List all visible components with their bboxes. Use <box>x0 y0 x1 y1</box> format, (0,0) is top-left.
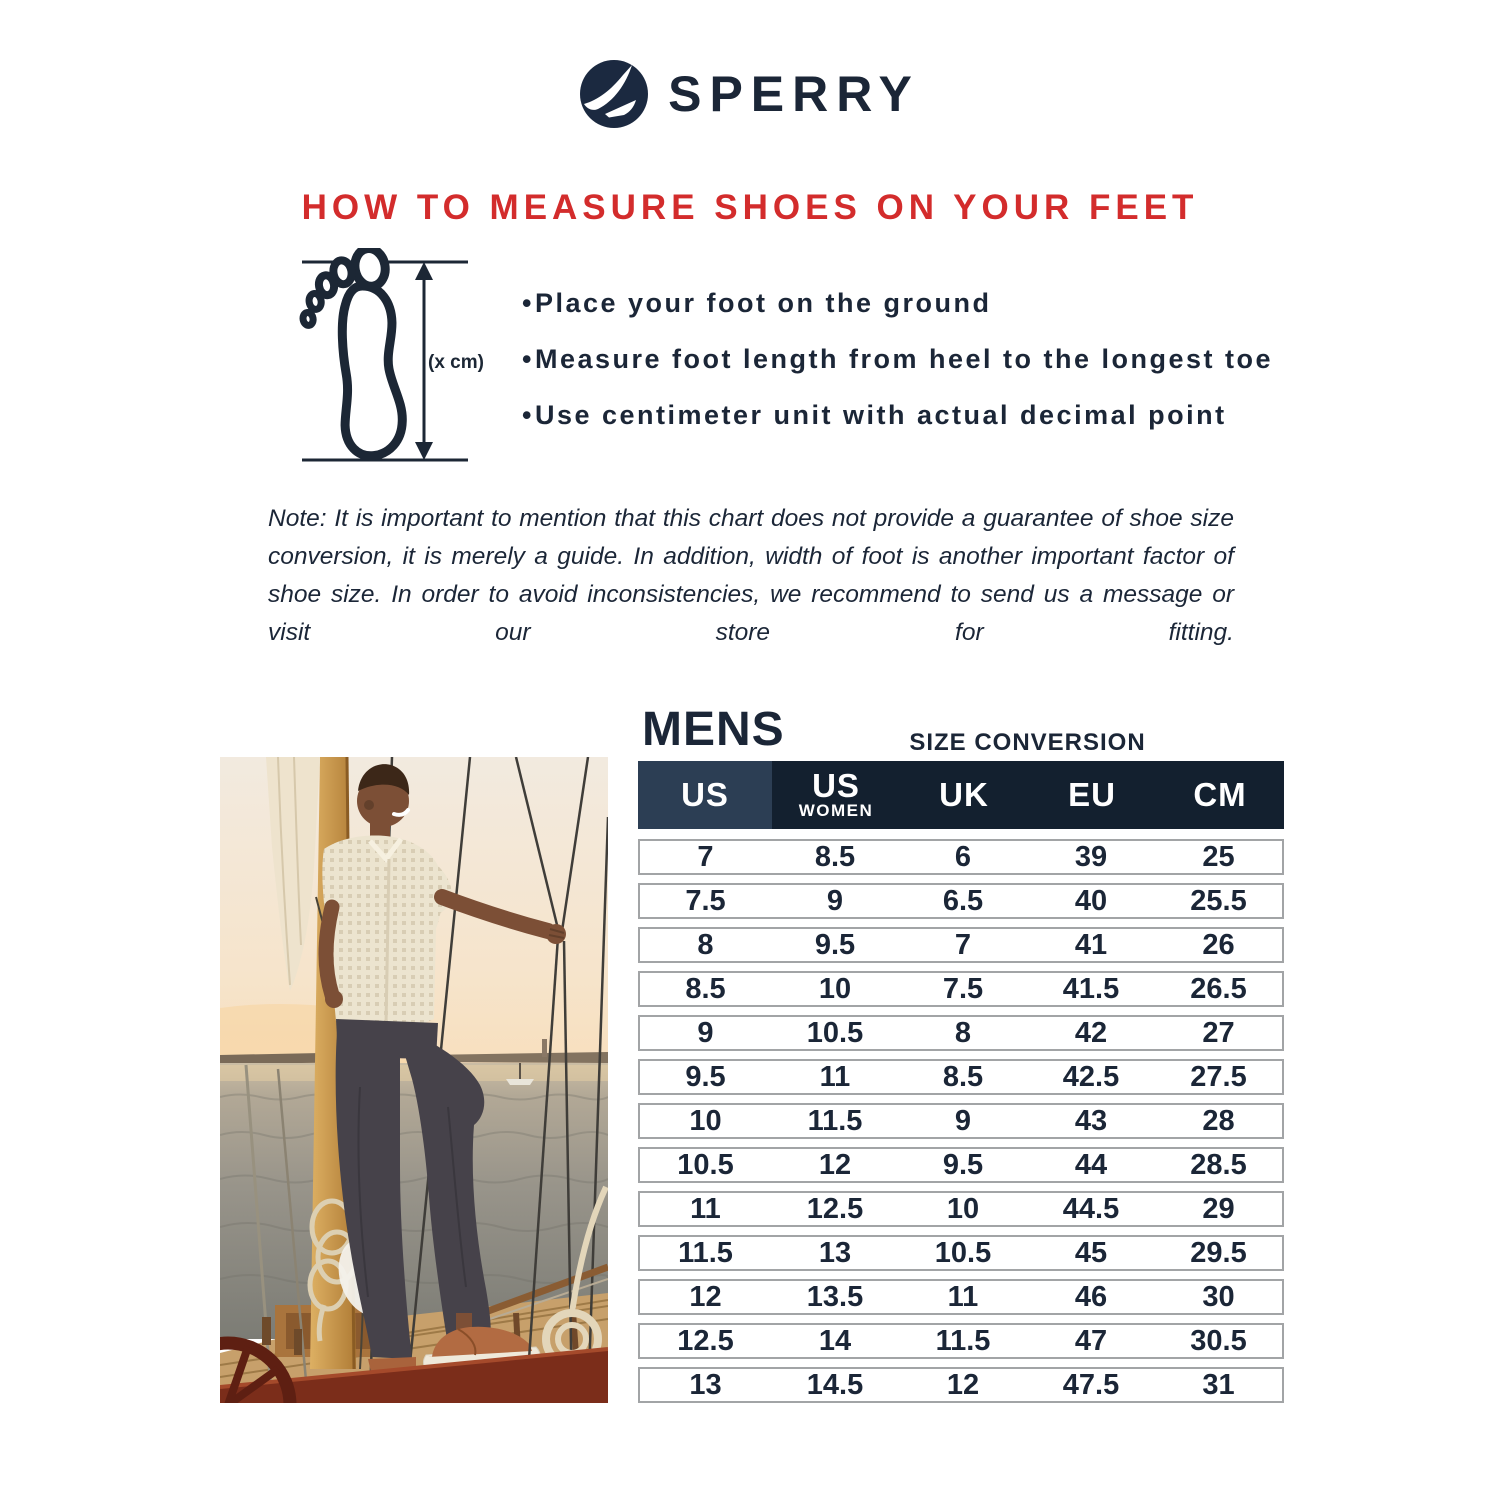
size-cell: 9 <box>697 1016 714 1049</box>
size-cell: 12 <box>689 1280 722 1313</box>
lifestyle-photo <box>220 757 608 1403</box>
size-cell: 10.5 <box>806 1016 864 1049</box>
size-cell: 31 <box>1202 1368 1235 1401</box>
note-text: Note: It is important to mention that this chart does not provide a guarantee of shoe size conversion, it is merely a guide. In addition, width of foot is another important factor of shoe size. In order to avoid inconsistencies, we recommend to send us a message or visit our store for fitting. <box>268 505 1234 646</box>
size-cell: 13.5 <box>806 1280 864 1313</box>
size-cell: 9.5 <box>942 1148 984 1181</box>
size-cell: 8 <box>954 1016 972 1049</box>
size-cell: 7 <box>697 840 714 873</box>
table-row <box>638 1147 1284 1183</box>
size-cell: 6 <box>954 840 972 873</box>
size-cell: 11.5 <box>807 1104 863 1137</box>
size-cell: 27.5 <box>1190 1060 1247 1093</box>
size-cell: 8.5 <box>814 840 856 873</box>
table-row <box>638 1279 1284 1315</box>
sperry-logo-icon <box>580 60 648 128</box>
size-cell: 7.5 <box>685 884 726 917</box>
size-cell: 12 <box>818 1148 852 1181</box>
lighthouse <box>542 1039 547 1057</box>
size-cell: 8.5 <box>942 1060 984 1093</box>
size-cell: 29.5 <box>1190 1236 1247 1269</box>
table-row <box>638 971 1284 1007</box>
size-cell: 12.5 <box>806 1192 864 1225</box>
size-cell: 14 <box>818 1324 852 1357</box>
instruction-list <box>522 288 1273 456</box>
table-row <box>638 1015 1284 1051</box>
column-header-cm: CM <box>1193 776 1247 813</box>
size-cell: 27 <box>1202 1016 1235 1049</box>
size-cell: 41 <box>1074 928 1108 961</box>
instruction-item: • Place your foot on the ground <box>522 288 1273 319</box>
ear <box>364 800 374 810</box>
ocean-water <box>220 1063 608 1339</box>
size-cell: 44 <box>1074 1148 1108 1181</box>
table-row <box>638 1191 1284 1227</box>
size-cell: 42 <box>1074 1016 1108 1049</box>
brand-name: SPERRY <box>668 66 920 122</box>
size-cell: 13 <box>689 1368 722 1401</box>
size-cell: 29 <box>1202 1192 1235 1225</box>
table-row <box>638 927 1284 963</box>
table-row <box>638 1103 1284 1139</box>
arrow-head-up <box>415 262 433 280</box>
size-cell: 28 <box>1202 1104 1235 1137</box>
size-cell: 40 <box>1074 884 1108 917</box>
size-cell: 6.5 <box>942 884 984 917</box>
waist <box>336 1019 438 1059</box>
footprint-icon <box>294 248 417 464</box>
size-cell: 10.5 <box>677 1148 734 1181</box>
size-cell: 8.5 <box>685 972 726 1005</box>
size-cell: 44.5 <box>1062 1192 1120 1225</box>
table-row <box>638 839 1284 875</box>
size-cell: 47 <box>1074 1324 1108 1357</box>
table-row <box>638 1323 1284 1359</box>
size-cell: 10 <box>818 972 852 1005</box>
size-cell: 10 <box>946 1192 980 1225</box>
size-cell: 26.5 <box>1190 972 1247 1005</box>
size-cell: 41.5 <box>1062 972 1120 1005</box>
table-row <box>638 883 1284 919</box>
table-row <box>638 1059 1284 1095</box>
size-table <box>638 761 1284 1411</box>
size-cell: 9.5 <box>685 1060 726 1093</box>
left-hand <box>325 990 343 1008</box>
size-cell: 10.5 <box>934 1236 992 1269</box>
instruction-item: • Measure foot length from heel to the longest toe <box>522 344 1273 375</box>
size-cell: 45 <box>1074 1236 1108 1269</box>
table-row <box>638 1367 1284 1403</box>
size-cell: 46 <box>1074 1280 1108 1313</box>
size-cell: 43 <box>1074 1104 1108 1137</box>
size-table-body <box>638 839 1284 1403</box>
size-cell: 47.5 <box>1062 1368 1120 1401</box>
size-cell: 25 <box>1202 840 1235 873</box>
size-cell: 7 <box>954 928 972 961</box>
column-header-us: US <box>638 761 772 829</box>
size-cell: 11 <box>690 1192 721 1225</box>
size-cell: 28.5 <box>1190 1148 1247 1181</box>
size-cell: 11 <box>819 1060 851 1093</box>
column-header-eu: EU <box>1068 776 1116 813</box>
column-header-uk: UK <box>939 776 989 813</box>
arrow-head-down <box>415 442 433 460</box>
size-cell: 39 <box>1074 840 1108 873</box>
size-cell: 10 <box>689 1104 722 1137</box>
size-cell: 13 <box>818 1236 852 1269</box>
size-cell: 7.5 <box>942 972 984 1005</box>
size-cell: 9 <box>954 1104 972 1137</box>
size-conversion-label: SIZE CONVERSION <box>909 729 1146 756</box>
size-cell: 12 <box>946 1368 980 1401</box>
right-hand <box>546 924 566 944</box>
size-cell: 8 <box>697 928 714 961</box>
size-cell: 9 <box>826 884 844 917</box>
foot-measure-label: (x cm) <box>428 352 484 373</box>
size-cell: 30.5 <box>1190 1324 1247 1357</box>
page-title: HOW TO MEASURE SHOES ON YOUR FEET <box>301 188 1199 227</box>
size-table-header <box>638 761 1284 829</box>
section-title-mens: MENS <box>642 703 785 756</box>
size-cell: 11.5 <box>678 1236 733 1269</box>
foot-measure-diagram <box>294 248 494 481</box>
left-arm <box>326 907 332 995</box>
column-header-us-women: US WOMEN <box>798 767 874 820</box>
instruction-item: • Use centimeter unit with actual decimal point <box>522 400 1273 431</box>
size-cell: 11.5 <box>935 1324 991 1357</box>
size-cell: 42.5 <box>1062 1060 1120 1093</box>
size-cell: 11 <box>947 1280 979 1313</box>
size-cell: 26 <box>1202 928 1235 961</box>
brand-header <box>0 60 1500 128</box>
table-row <box>638 1235 1284 1271</box>
size-cell: 30 <box>1202 1280 1235 1313</box>
size-cell: 12.5 <box>677 1324 734 1357</box>
size-cell: 25.5 <box>1190 884 1247 917</box>
size-cell: 14.5 <box>806 1368 864 1401</box>
size-cell: 9.5 <box>814 928 856 961</box>
